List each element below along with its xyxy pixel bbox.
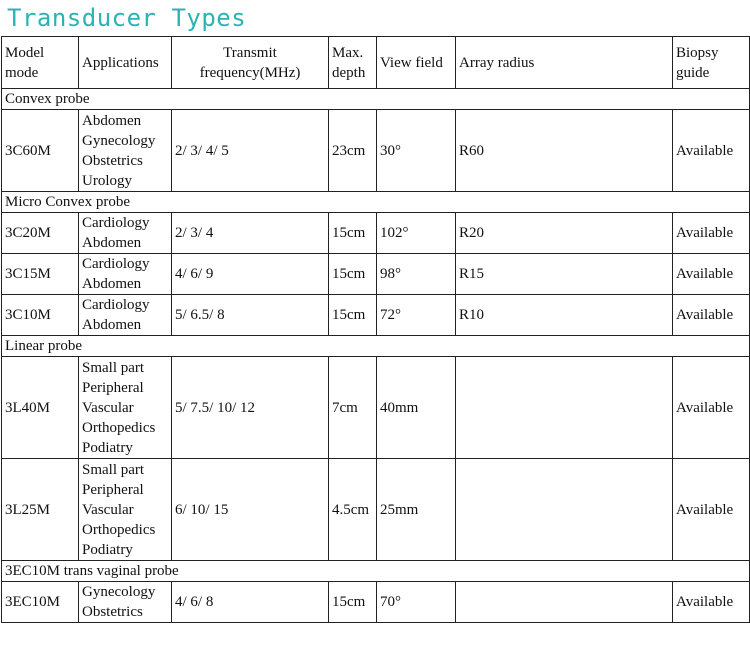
depth-cell: 7cm [329, 357, 377, 459]
applications-cell-line: Orthopedics [82, 521, 156, 538]
table-body [2, 37, 750, 623]
applications-cell-line: Obstetrics [82, 604, 143, 620]
frequency-cell: 6/ 10/ 15 [172, 459, 329, 561]
applications-cell [79, 254, 172, 295]
category-label: Convex probe [2, 89, 750, 110]
array-radius-cell: R15 [456, 254, 673, 295]
biopsy-cell: Available [673, 213, 750, 254]
model-cell: 3C60M [2, 110, 79, 192]
biopsy-cell: Available [673, 582, 750, 623]
applications-cell-line: Gynecology [82, 132, 156, 149]
applications-cell-line: Peripheral [82, 481, 144, 498]
category-label: Linear probe [2, 336, 750, 357]
category-row [2, 89, 750, 110]
frequency-cell: 5/ 7.5/ 10/ 12 [172, 357, 329, 459]
table-row [2, 295, 750, 336]
applications-cell-line: Abdomen [82, 112, 142, 129]
header-depth-line: Max. [332, 44, 364, 61]
header-applications-line: Applications [82, 54, 159, 71]
header-applications [79, 37, 172, 89]
header-frequency [172, 37, 329, 89]
applications-cell-line: Vascular [82, 399, 134, 416]
view-field-cell: 40mm [377, 357, 456, 459]
array-radius-cell [456, 357, 673, 459]
model-cell: 3C15M [2, 254, 79, 295]
array-radius-cell: R20 [456, 213, 673, 254]
array-radius-cell [456, 582, 673, 623]
frequency-cell: 4/ 6/ 8 [172, 582, 329, 623]
model-cell: 3C20M [2, 213, 79, 254]
biopsy-cell: Available [673, 459, 750, 561]
applications-cell-line: Peripheral [82, 379, 144, 396]
table-row [2, 357, 750, 459]
frequency-cell: 4/ 6/ 9 [172, 254, 329, 295]
depth-cell: 23cm [329, 110, 377, 192]
header-model [2, 37, 79, 89]
frequency-cell: 5/ 6.5/ 8 [172, 295, 329, 336]
header-depth [329, 37, 377, 89]
table-row [2, 110, 750, 192]
table-row [2, 582, 750, 623]
page-title: Transducer Types [7, 4, 247, 32]
header-frequency-line: frequency(MHz) [199, 64, 301, 81]
biopsy-cell: Available [673, 357, 750, 459]
biopsy-cell: Available [673, 254, 750, 295]
header-model-line: mode [5, 64, 39, 81]
depth-cell: 15cm [329, 254, 377, 295]
header-view-field-line: View field [380, 54, 443, 71]
applications-cell [79, 357, 172, 459]
category-row [2, 192, 750, 213]
header-biopsy-line: Biopsy [676, 44, 719, 61]
view-field-cell: 70° [377, 582, 456, 623]
header-row [2, 37, 750, 89]
applications-cell-line: Podiatry [82, 541, 133, 558]
header-view-field [377, 37, 456, 89]
array-radius-cell [456, 459, 673, 561]
applications-cell-line: Gynecology [82, 584, 156, 600]
applications-cell [79, 110, 172, 192]
table-row [2, 213, 750, 254]
header-array-radius [456, 37, 673, 89]
applications-cell-line: Abdomen [82, 317, 142, 333]
applications-cell-line: Cardiology [82, 256, 150, 272]
category-row [2, 336, 750, 357]
frequency-cell: 2/ 3/ 4 [172, 213, 329, 254]
header-depth-line: depth [332, 64, 366, 81]
header-biopsy [673, 37, 750, 89]
header-frequency-line: Transmit [223, 44, 277, 61]
applications-cell-line: Urology [82, 172, 132, 189]
table-row [2, 459, 750, 561]
category-label: Micro Convex probe [2, 192, 750, 213]
applications-cell [79, 295, 172, 336]
model-cell: 3C10M [2, 295, 79, 336]
array-radius-cell: R60 [456, 110, 673, 192]
header-model-line: Model [5, 44, 45, 61]
biopsy-cell: Available [673, 295, 750, 336]
table-row [2, 254, 750, 295]
applications-cell [79, 459, 172, 561]
view-field-cell: 25mm [377, 459, 456, 561]
applications-cell-line: Obstetrics [82, 152, 143, 169]
applications-cell-line: Small part [82, 461, 145, 478]
applications-cell-line: Podiatry [82, 439, 133, 456]
applications-cell-line: Vascular [82, 501, 134, 518]
frequency-cell: 2/ 3/ 4/ 5 [172, 110, 329, 192]
model-cell: 3EC10M [2, 582, 79, 623]
transducer-table [1, 36, 750, 623]
header-biopsy-line: guide [676, 64, 710, 81]
depth-cell: 15cm [329, 582, 377, 623]
applications-cell-line: Abdomen [82, 235, 142, 251]
applications-cell [79, 582, 172, 623]
applications-cell-line: Cardiology [82, 215, 150, 231]
applications-cell-line: Small part [82, 359, 145, 376]
category-label: 3EC10M trans vaginal probe [2, 561, 750, 582]
applications-cell-line: Cardiology [82, 297, 150, 313]
applications-cell-line: Abdomen [82, 276, 142, 292]
model-cell: 3L25M [2, 459, 79, 561]
depth-cell: 4.5cm [329, 459, 377, 561]
header-array-radius-line: Array radius [459, 54, 535, 71]
view-field-cell: 98° [377, 254, 456, 295]
view-field-cell: 72° [377, 295, 456, 336]
applications-cell [79, 213, 172, 254]
model-cell: 3L40M [2, 357, 79, 459]
view-field-cell: 102° [377, 213, 456, 254]
array-radius-cell: R10 [456, 295, 673, 336]
applications-cell-line: Orthopedics [82, 419, 156, 436]
view-field-cell: 30° [377, 110, 456, 192]
depth-cell: 15cm [329, 295, 377, 336]
biopsy-cell: Available [673, 110, 750, 192]
category-row [2, 561, 750, 582]
depth-cell: 15cm [329, 213, 377, 254]
